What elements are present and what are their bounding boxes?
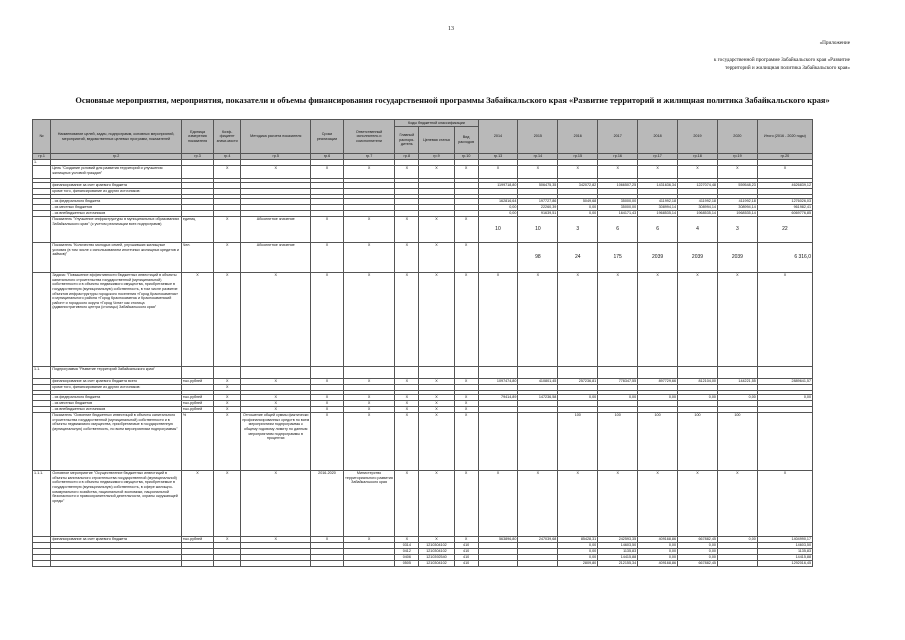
cell-x: X bbox=[717, 273, 757, 367]
group-label: гр.3 bbox=[181, 154, 213, 160]
appendix-title: «Приложение bbox=[819, 40, 850, 46]
cell-x: X bbox=[311, 273, 343, 367]
task-text: Задача: "Повышение эффективности бюджетных инвестиций в объекты капитального строительства государственной (муниципальной) собственности и в объекты недвижимого имущества, приобретаемые в государственную (муниципальную) собственность, в том числе развитие объектов инфраструктуры городского поселения «Город Краснокаменск» и муниципального района «Город Краснокаменск и Краснокаменский район» и городского округа «Город Чита» как столица (административного центра (столицы) Забайкальского края" bbox=[51, 273, 182, 367]
table-row bbox=[33, 561, 813, 567]
group-label: гр.9 bbox=[419, 154, 455, 160]
cell-x: X bbox=[454, 166, 478, 179]
row-label: кроме того, финансирование из других источников: bbox=[51, 385, 182, 391]
group-label: гр.19 bbox=[717, 154, 757, 160]
cell-x: X bbox=[214, 395, 241, 401]
subprogram-text: Подпрограмма "Развитие территорий Забайкальского края" bbox=[51, 367, 182, 379]
value-cell: 0,00 bbox=[558, 205, 598, 211]
cell-x: X bbox=[454, 407, 478, 413]
value-cell: 0,00 bbox=[638, 549, 678, 555]
value-cell: 411992,18 bbox=[717, 199, 757, 205]
cell-x: X bbox=[343, 413, 395, 471]
col-2014: 2014 bbox=[478, 120, 518, 154]
cell-x: X bbox=[343, 537, 395, 543]
table-row bbox=[33, 367, 813, 379]
value-cell: 506475,35 bbox=[518, 183, 558, 189]
row-label: финансирование за счет краевого бюджета bbox=[51, 183, 182, 189]
value-cell: 22260,39 bbox=[518, 205, 558, 211]
value-cell: 100 bbox=[598, 413, 638, 471]
col-coef: Коэф-фициент значи-мости bbox=[214, 120, 241, 154]
group-label: гр.16 bbox=[598, 154, 638, 160]
value-cell: 1135,83 bbox=[598, 549, 638, 555]
value-cell: 35000,00 bbox=[598, 205, 638, 211]
cell-x: X bbox=[454, 379, 478, 385]
cell-x: X bbox=[311, 395, 343, 401]
cell-x: X bbox=[311, 379, 343, 385]
value-cell: 812104,00 bbox=[678, 379, 718, 385]
value-cell: 6 bbox=[638, 217, 678, 243]
cell-x: X bbox=[419, 273, 455, 367]
value-cell: 0,00 bbox=[638, 555, 678, 561]
appendix-line-1: к государственной программе Забайкальского края «Развитие bbox=[713, 56, 850, 63]
group-label: гр.13 bbox=[478, 154, 518, 160]
cell-x: X bbox=[419, 401, 455, 407]
value-cell: 14603,50 bbox=[757, 543, 812, 549]
method-cell: Абсолютное значение bbox=[241, 217, 311, 243]
value-cell: 98 bbox=[518, 243, 558, 273]
value-cell: 0,00 bbox=[598, 395, 638, 401]
value-cell: 242593,35 bbox=[598, 537, 638, 543]
group-label: гр.20 bbox=[757, 154, 812, 160]
financing-table bbox=[32, 119, 813, 567]
group-label: гр.8 bbox=[395, 154, 419, 160]
cell-x: X bbox=[214, 471, 241, 537]
value-cell: 0,00 bbox=[678, 543, 718, 549]
indicator-text: Показатель "Улучшение инфраструктуры в муниципальных образованиях Забайкальского края" (с учетом реализации всех подпрограмм) bbox=[51, 217, 182, 243]
value-cell: 0,00 bbox=[638, 543, 678, 549]
value-cell: 1404990,17 bbox=[757, 537, 812, 543]
executor-cell: Министерство территориального развития Забайкальского края bbox=[343, 471, 395, 537]
value-cell: 91639,51 bbox=[518, 211, 558, 217]
value-cell: 6 bbox=[598, 217, 638, 243]
term-cell: 2016-2020 bbox=[311, 471, 343, 537]
method-cell: Абсолютное значение bbox=[241, 243, 311, 273]
cell-x: X bbox=[214, 379, 241, 385]
value-cell: 1135,83 bbox=[757, 549, 812, 555]
cell-x: X bbox=[395, 537, 419, 543]
group-label: гр.10 bbox=[454, 154, 478, 160]
value-cell: 175 bbox=[598, 243, 638, 273]
value-cell: 24 bbox=[558, 243, 598, 273]
cell-x: X bbox=[214, 401, 241, 407]
cell-x: X bbox=[598, 273, 638, 367]
value-cell: 0,00 bbox=[478, 205, 518, 211]
value-cell: 0,00 bbox=[558, 555, 598, 561]
admin-code: 0505 bbox=[395, 561, 419, 567]
value-cell: 164171,43 bbox=[598, 211, 638, 217]
row-label: - из местных бюджетов bbox=[51, 401, 182, 407]
unit-cell: тыс.рублей bbox=[181, 395, 213, 401]
exptype-code: 410 bbox=[454, 543, 478, 549]
cell-x: X bbox=[518, 166, 558, 179]
value-cell: 411992,18 bbox=[638, 199, 678, 205]
group-label: гр.1 bbox=[33, 154, 51, 160]
admin-code: 0314 bbox=[395, 543, 419, 549]
cell-x: X bbox=[478, 273, 518, 367]
unit-cell: единиц bbox=[181, 217, 213, 243]
cell-x: X bbox=[757, 273, 812, 367]
value-cell: 35000,00 bbox=[598, 199, 638, 205]
value-cell: 2889641,57 bbox=[757, 379, 812, 385]
unit-cell: тыс.рублей bbox=[181, 401, 213, 407]
value-cell: 0,00 bbox=[558, 549, 598, 555]
value-cell: 411992,18 bbox=[678, 199, 718, 205]
cell-x: X bbox=[395, 407, 419, 413]
cell-x: X bbox=[311, 166, 343, 179]
value-cell: 6 316,0 bbox=[757, 243, 812, 273]
col-name: Наименование целей, задач, подпрограмм, основных мероприятий, мероприятий, ведомственных целевых программ, показателей bbox=[51, 120, 182, 154]
cell-x: X bbox=[598, 166, 638, 179]
cell-x: X bbox=[558, 273, 598, 367]
value-cell: 2039 bbox=[717, 243, 757, 273]
value-cell: 410801,45 bbox=[518, 379, 558, 385]
cell-x: X bbox=[638, 471, 678, 537]
cell-x: X bbox=[757, 471, 812, 537]
value-cell: 1066507,25 bbox=[598, 183, 638, 189]
table-row bbox=[33, 413, 813, 471]
col-budget-codes: Коды бюджетной классификации bbox=[395, 120, 478, 127]
group-label: гр.15 bbox=[558, 154, 598, 160]
value-cell: 1227074,48 bbox=[678, 183, 718, 189]
value-cell: 22 bbox=[757, 217, 812, 243]
value-cell: 897729,66 bbox=[638, 379, 678, 385]
cell-x: X bbox=[181, 273, 213, 367]
col-exec: Ответственный исполнитель и соисполнители bbox=[343, 120, 395, 154]
col-exptype: Вид расходов bbox=[454, 127, 478, 154]
row-label: - из внебюджетных источников bbox=[51, 407, 182, 413]
value-cell: 2809,80 bbox=[558, 561, 598, 567]
value-cell: 2039 bbox=[638, 243, 678, 273]
value-cell: 0,00 bbox=[717, 537, 757, 543]
value-cell: 0,00 bbox=[558, 543, 598, 549]
value-cell: 0,00 bbox=[757, 395, 812, 401]
value-cell: 0,00 bbox=[638, 395, 678, 401]
col-method: Методика расчета показателя bbox=[241, 120, 311, 154]
group-label: гр.17 bbox=[638, 154, 678, 160]
value-cell: 10 bbox=[478, 217, 518, 243]
value-cell: 409168,86 bbox=[638, 537, 678, 543]
col-admin: Главный распоря-дитель bbox=[395, 127, 419, 154]
value-cell: 14603,50 bbox=[598, 543, 638, 549]
cell-x: X bbox=[454, 537, 478, 543]
value-cell: 0,00 bbox=[558, 211, 598, 217]
cell-x: X bbox=[454, 401, 478, 407]
unit-cell: тыс.рублей bbox=[181, 407, 213, 413]
value-cell: 6069776,85 bbox=[757, 211, 812, 217]
value-cell: 197727,86 bbox=[518, 199, 558, 205]
cell-x: X bbox=[419, 395, 455, 401]
cell-x: X bbox=[678, 166, 718, 179]
cell-x: X bbox=[311, 217, 343, 243]
value-cell: 308994,14 bbox=[678, 205, 718, 211]
cell-x: X bbox=[343, 217, 395, 243]
cell-x: X bbox=[395, 395, 419, 401]
value-cell: 5049,68 bbox=[558, 199, 598, 205]
cell-x: X bbox=[241, 407, 311, 413]
cell-x: X bbox=[478, 166, 518, 179]
article-code: 1210304102 bbox=[419, 549, 455, 555]
value-cell: 1968535,14 bbox=[678, 211, 718, 217]
cell-x: X bbox=[419, 471, 455, 537]
value-cell: 308994,14 bbox=[717, 205, 757, 211]
cell-x: X bbox=[395, 166, 419, 179]
table-row bbox=[33, 243, 813, 273]
value-cell: 0,00 bbox=[678, 555, 718, 561]
cell-x: X bbox=[638, 273, 678, 367]
table-row bbox=[33, 273, 813, 367]
exptype-code: 410 bbox=[454, 549, 478, 555]
cell-x: X bbox=[419, 243, 455, 273]
value-cell: 1199718,80 bbox=[478, 183, 518, 189]
cell-x: X bbox=[518, 471, 558, 537]
cell-x: X bbox=[395, 379, 419, 385]
cell-x: X bbox=[717, 166, 757, 179]
col-2018: 2018 bbox=[638, 120, 678, 154]
cell-x: X bbox=[343, 166, 395, 179]
value-cell: 85428,31 bbox=[558, 537, 598, 543]
value-cell: 667882,45 bbox=[678, 537, 718, 543]
document-title: Основные мероприятия, мероприятия, показатели и объемы финансирования государственной программы Забайкальского края «Развитие территорий и жилищная политика Забайкальского края» bbox=[75, 96, 830, 105]
value-cell: 162816,64 bbox=[478, 199, 518, 205]
goal-text: Цель "Создание условий для развития территорий и улучшения жилищных условий граждан" bbox=[51, 166, 182, 179]
cell-x: X bbox=[241, 395, 311, 401]
cell-x: X bbox=[454, 217, 478, 243]
group-label: гр.5 bbox=[241, 154, 311, 160]
value-cell: 257236,81 bbox=[558, 379, 598, 385]
cell-x: X bbox=[214, 243, 241, 273]
value-cell: 14415,88 bbox=[757, 555, 812, 561]
cell-x: X bbox=[241, 166, 311, 179]
cell-x: X bbox=[343, 379, 395, 385]
cell-x: X bbox=[241, 401, 311, 407]
group-label: гр.2 bbox=[51, 154, 182, 160]
unit-cell: тыс.рублей bbox=[181, 537, 213, 543]
row-number: 1.1. bbox=[33, 367, 51, 379]
unit-cell: тыс.рублей bbox=[181, 379, 213, 385]
value-cell: 1276026,03 bbox=[757, 199, 812, 205]
value-cell: 0,00 bbox=[478, 211, 518, 217]
value-cell: 147236,58 bbox=[518, 395, 558, 401]
appendix-note bbox=[640, 40, 850, 72]
cell-x: X bbox=[181, 471, 213, 537]
cell-x: X bbox=[419, 217, 455, 243]
value-cell: 100 bbox=[638, 413, 678, 471]
admin-code: 0412 bbox=[395, 549, 419, 555]
cell-x: X bbox=[395, 217, 419, 243]
cell-x: X bbox=[343, 407, 395, 413]
unit-cell: Чел. bbox=[181, 243, 213, 273]
value-cell: 0,00 bbox=[717, 395, 757, 401]
cell-x: X bbox=[241, 537, 311, 543]
value-cell: 100 bbox=[678, 413, 718, 471]
group-label: гр.7 bbox=[343, 154, 395, 160]
row-label: - из федерального бюджета bbox=[51, 395, 182, 401]
value-cell: 0,00 bbox=[678, 395, 718, 401]
group-label: гр.18 bbox=[678, 154, 718, 160]
value-cell: 1431636,34 bbox=[638, 183, 678, 189]
cell-x: X bbox=[343, 401, 395, 407]
cell-x: X bbox=[558, 471, 598, 537]
article-code: 1210304102 bbox=[419, 543, 455, 549]
indicator-text: Показатель "Освоение бюджетных инвестиций в объекты капитального строительства государственной (муниципальной) собственности и в объекты недвижимого имущества, приобретаемые в государственную (муниципальную) собственность, по всем мероприятиям подпрограммы" bbox=[51, 413, 182, 471]
cell-x: X bbox=[454, 243, 478, 273]
value-cell: 3 bbox=[717, 217, 757, 243]
value-cell: 409168,86 bbox=[638, 561, 678, 567]
cell-x: X bbox=[343, 273, 395, 367]
group-label: гр.4 bbox=[214, 154, 241, 160]
cell-x: X bbox=[419, 379, 455, 385]
cell-x: X bbox=[518, 273, 558, 367]
cell-x: X bbox=[598, 471, 638, 537]
cell-x: X bbox=[214, 217, 241, 243]
value-cell: 778347,55 bbox=[598, 379, 638, 385]
unit-cell: % bbox=[181, 413, 213, 471]
page-number: 13 bbox=[448, 26, 454, 32]
value-cell: 342072,82 bbox=[558, 183, 598, 189]
admin-code: 0406 bbox=[395, 555, 419, 561]
value-cell: 79414,89 bbox=[478, 395, 518, 401]
value-cell: 10 bbox=[518, 217, 558, 243]
value-cell: 4 bbox=[678, 217, 718, 243]
table-row bbox=[33, 217, 813, 243]
value-cell: 2039 bbox=[678, 243, 718, 273]
value-cell: 1968535,14 bbox=[638, 211, 678, 217]
value-cell: 14415,88 bbox=[598, 555, 638, 561]
col-term: Сроки реализации bbox=[311, 120, 343, 154]
cell-x: X bbox=[419, 407, 455, 413]
col-article: Целевая статья bbox=[419, 127, 455, 154]
cell-x: X bbox=[419, 537, 455, 543]
cell-x: X bbox=[343, 395, 395, 401]
cell-x: X bbox=[311, 407, 343, 413]
cell-x: X bbox=[214, 413, 241, 471]
exptype-code: 410 bbox=[454, 555, 478, 561]
group-label: гр.6 bbox=[311, 154, 343, 160]
row-label: финансирование за счет краевого бюджета всего bbox=[51, 379, 182, 385]
row-label: кроме того, финансирование из других источников: bbox=[51, 189, 182, 195]
col-unit: Единица измерения показателя bbox=[181, 120, 213, 154]
value-cell: 100 bbox=[558, 413, 598, 471]
cell-x: X bbox=[395, 243, 419, 273]
cell-x: X bbox=[395, 413, 419, 471]
cell-x: X bbox=[454, 273, 478, 367]
value-cell: 1097474,80 bbox=[478, 379, 518, 385]
value-cell: 4626839,12 bbox=[757, 183, 812, 189]
indicator-text: Показатель "Количество молодых семей, улучшивших жилищные условия (в том числе с использованием ипотечных жилищных кредитов и займов)" bbox=[51, 243, 182, 273]
exptype-code: 410 bbox=[454, 561, 478, 567]
table-row bbox=[33, 471, 813, 537]
value-cell: 212155,34 bbox=[598, 561, 638, 567]
cell-x: X bbox=[311, 243, 343, 273]
cell-x: X bbox=[678, 273, 718, 367]
row-label: - из местных бюджетов bbox=[51, 205, 182, 211]
article-code: 1210304102 bbox=[419, 561, 455, 567]
col-2020: 2020 bbox=[717, 120, 757, 154]
value-cell: 100 bbox=[717, 413, 757, 471]
value-cell: 0,00 bbox=[558, 395, 598, 401]
col-2017: 2017 bbox=[598, 120, 638, 154]
cell-x: X bbox=[343, 243, 395, 273]
cell-x: X bbox=[454, 395, 478, 401]
cell-x: X bbox=[454, 471, 478, 537]
value-cell: 1968535,14 bbox=[717, 211, 757, 217]
cell-x: X bbox=[478, 471, 518, 537]
table-row bbox=[33, 166, 813, 179]
value-cell: 563896,80 bbox=[478, 537, 518, 543]
cell-x: X bbox=[757, 166, 812, 179]
value-cell: 247039,68 bbox=[518, 537, 558, 543]
cell-x: X bbox=[558, 166, 598, 179]
method-cell: Отношение общей суммы фактически профинансированных средств по всем мероприятиям подпрограммы к общему годовому лимиту по данным мероприятиям подпрограммы в процентах bbox=[241, 413, 311, 471]
value-cell: 961982,41 bbox=[757, 205, 812, 211]
row-label: - из федерального бюджета bbox=[51, 199, 182, 205]
row-label: финансирование за счет краевого бюджета bbox=[51, 537, 182, 543]
value-cell: 667882,45 bbox=[678, 561, 718, 567]
value-cell: 144221,55 bbox=[717, 379, 757, 385]
value-cell: 0,00 bbox=[678, 549, 718, 555]
row-number: 1.1.1. bbox=[33, 471, 51, 537]
col-2019: 2019 bbox=[678, 120, 718, 154]
cell-x: X bbox=[454, 413, 478, 471]
cell-x: X bbox=[419, 413, 455, 471]
cell-x: X bbox=[311, 401, 343, 407]
row-number: 1. bbox=[33, 160, 51, 166]
cell-x: X bbox=[311, 413, 343, 471]
cell-x: X bbox=[214, 407, 241, 413]
group-label: гр.14 bbox=[518, 154, 558, 160]
cell-x: X bbox=[241, 273, 311, 367]
cell-x: X bbox=[638, 166, 678, 179]
cell-x: X bbox=[214, 273, 241, 367]
value-cell: 308994,14 bbox=[638, 205, 678, 211]
cell-x: X bbox=[678, 471, 718, 537]
cell-x: X bbox=[311, 537, 343, 543]
main-activity-text: Основное мероприятие "Осуществление бюджетных инвестиций в объекты капитального строительства государственной (муниципальной) собственности и в объекты недвижимого имущества, приобретаемые в государственную (муниципальную) собственность, в сфере жилищно-коммунального хозяйства, национальной экономики, национальной безопасности и правоохранительной деятельности, охраны окружающей среды" bbox=[51, 471, 182, 537]
col-2016: 2016 bbox=[558, 120, 598, 154]
cell-x: X bbox=[214, 166, 241, 179]
cell-x: X bbox=[241, 471, 311, 537]
cell-x: X bbox=[419, 166, 455, 179]
cell-x: X bbox=[395, 273, 419, 367]
value-cell: 3 bbox=[558, 217, 598, 243]
cell-x: X bbox=[395, 401, 419, 407]
cell-x: X bbox=[214, 385, 241, 391]
cell-x: X bbox=[214, 537, 241, 543]
appendix-line-2: территорий и жилищная политика Забайкальского края» bbox=[725, 64, 850, 71]
cell-x: X bbox=[395, 471, 419, 537]
cell-x: X bbox=[717, 471, 757, 537]
col-2015: 2015 bbox=[518, 120, 558, 154]
value-cell: 1292016,45 bbox=[757, 561, 812, 567]
value-cell: 559548,23 bbox=[717, 183, 757, 189]
col-num: № bbox=[33, 120, 51, 154]
article-code: 1210392540 bbox=[419, 555, 455, 561]
cell-x: X bbox=[241, 379, 311, 385]
row-label: - из внебюджетных источников bbox=[51, 211, 182, 217]
col-total: Итого (2016 - 2020 годы) bbox=[757, 120, 812, 154]
